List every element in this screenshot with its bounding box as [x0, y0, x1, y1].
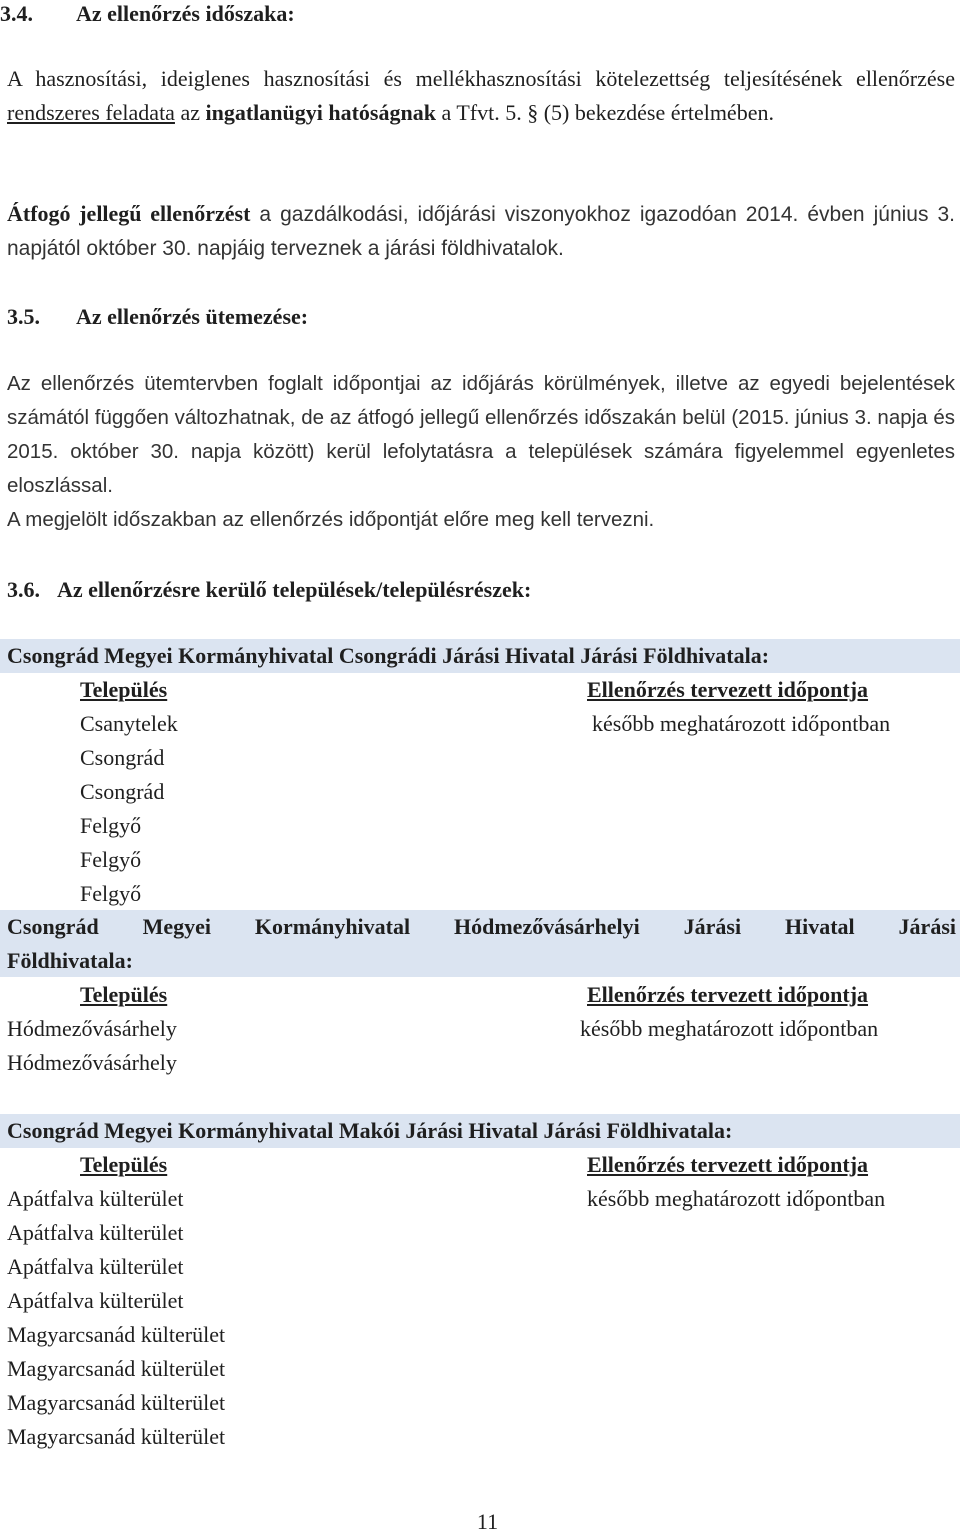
section-title: Az ellenőrzésre kerülő települések/településrészek: [57, 577, 532, 602]
list-item: Csanytelek [80, 711, 178, 736]
column-header-date: Ellenőrzés tervezett időpontja [587, 1152, 869, 1177]
section-3-4-paragraph-1 [7, 62, 955, 130]
underlined-text: rendszeres feladata [7, 100, 175, 125]
column-header-settlement: Település [80, 982, 168, 1007]
bold-text: Átfogó jellegű ellenőrzést [7, 201, 251, 226]
list-item: Apátfalva külterület [7, 1254, 184, 1279]
office-header-text: Földhivatala: [7, 948, 133, 973]
list-item: Apátfalva külterület [7, 1186, 184, 1211]
section-3-5-heading [7, 300, 308, 334]
text-span: a Tfvt. 5. § (5) bekezdése értelmében. [435, 100, 774, 125]
bold-text: ingatlanügyi hatóságnak [205, 100, 436, 125]
date-value: később meghatározott időpontban [580, 1016, 879, 1041]
list-item: Hódmezővásárhely [7, 1050, 177, 1075]
column-header-date: Ellenőrzés tervezett időpontja [587, 982, 869, 1007]
section-title: Az ellenőrzés időszaka: [76, 1, 295, 26]
list-item: Csongrád [80, 745, 165, 770]
list-item: Apátfalva külterület [7, 1220, 184, 1245]
section-3-4-heading [0, 0, 295, 31]
list-item: Felgyő [80, 881, 142, 906]
page-number: 11 [476, 1509, 499, 1534]
list-item: Apátfalva külterület [7, 1288, 184, 1313]
section-3-4-paragraph-2 [7, 197, 955, 266]
text-span: az [174, 100, 206, 125]
office-header-makoi [0, 1114, 960, 1148]
list-item: Magyarcsanád külterület [7, 1390, 226, 1415]
section-number: 3.5. [7, 304, 40, 329]
text-span: A hasznosítási, ideiglenes hasznosítási és mellékhasznosítási kötelezettség teljesítésének ellenőrzése [7, 66, 955, 91]
list-item: Felgyő [80, 847, 142, 872]
section-3-5-paragraph-1: Az ellenőrzés ütemtervben foglalt időpontjai az időjárás körülmények, illetve az egyedi bejelentések számától függően változhatnak, de az átfogó jellegű ellenőrzés időszakán belül (2015. június 3. napja és 2015. október 30. napja között) kerül lefolytatásra a települések számára figyelemmel egyenletes eloszlással. [7, 372, 955, 497]
list-item: Magyarcsanád külterület [7, 1424, 226, 1449]
section-number: 3.4. [0, 1, 33, 26]
office-header-text: Csongrád Megyei Kormányhivatal Makói Járási Hivatal Járási Földhivatala: [7, 1118, 733, 1143]
column-header-settlement: Település [80, 1152, 168, 1177]
list-item: Felgyő [80, 813, 142, 838]
section-3-6-heading [7, 573, 531, 607]
office-header-text: Csongrád Megyei Kormányhivatal Hódmezővásárhelyi Járási Hivatal Járási [7, 914, 956, 939]
list-item: Magyarcsanád külterület [7, 1322, 226, 1347]
list-item: Csongrád [80, 779, 165, 804]
list-item: Hódmezővásárhely [7, 1016, 177, 1041]
text-span: a gazdálkodási, időjárási viszonyokhoz igazodóan 2014. évben június 3. napjától október 30. napjáig terveznek a járási földhivatalok. [7, 203, 956, 260]
office-header-csongradi [0, 639, 960, 673]
date-value: később meghatározott időpontban [592, 711, 891, 736]
section-number: 3.6. [7, 577, 40, 602]
office-header-hodmezovasarhelyi [0, 910, 960, 977]
date-value: később meghatározott időpontban [587, 1186, 886, 1211]
section-3-5-paragraph-2: A megjelölt időszakban az ellenőrzés időpontját előre meg kell tervezni. [7, 508, 655, 531]
column-header-settlement: Település [80, 677, 168, 702]
list-item: Magyarcsanád külterület [7, 1356, 226, 1381]
office-header-text: Csongrád Megyei Kormányhivatal Csongrádi Járási Hivatal Járási Földhivatala: [7, 643, 770, 668]
column-header-date: Ellenőrzés tervezett időpontja [587, 677, 869, 702]
section-title: Az ellenőrzés ütemezése: [76, 304, 309, 329]
